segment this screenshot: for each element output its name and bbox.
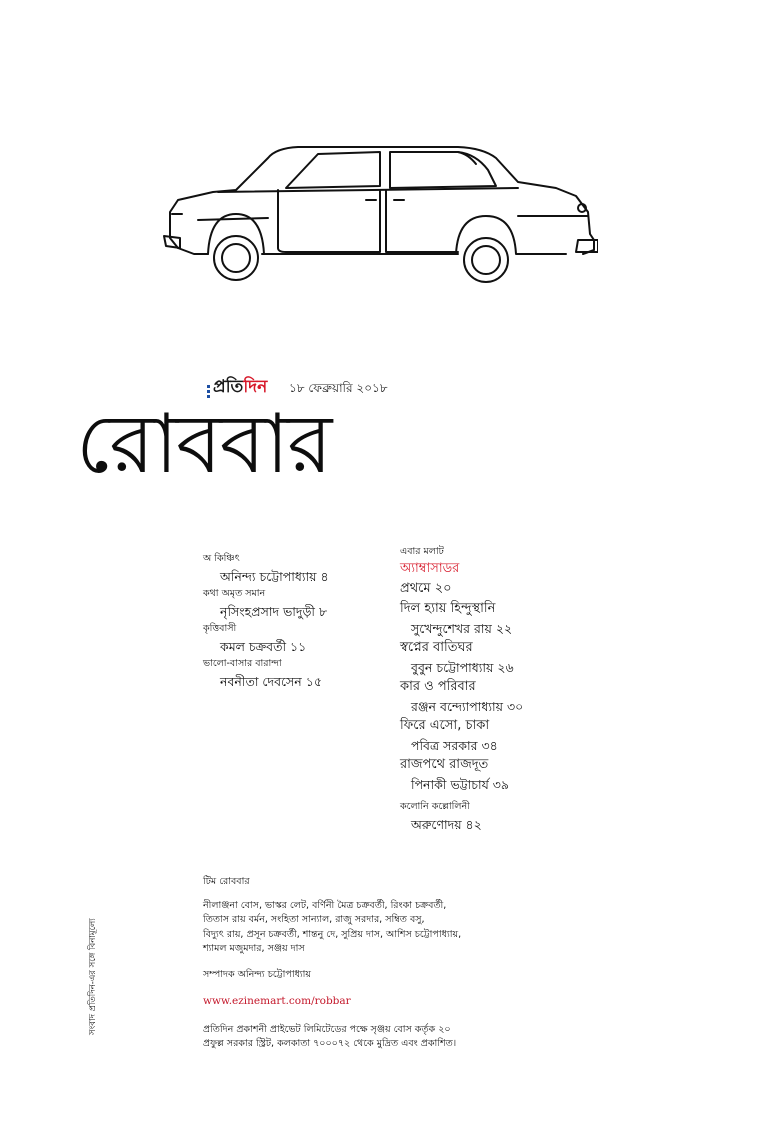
article-title: কার ও পরিবার [400,679,476,694]
article-title: প্রথমে ২০ [400,581,452,596]
contents-item [400,716,640,755]
contents-item [400,638,640,677]
publisher-line: প্রফুল্ল সরকার স্ট্রিট, কলকাতা ৭০০০৭২ থেকে মুদ্রিত এবং প্রকাশিত। [203,1038,457,1049]
team-label: টিম রোববার [203,876,250,887]
contents-item [400,800,640,836]
contents-item [203,552,393,587]
contents-item [203,622,393,657]
website-link[interactable]: www.ezinemart.com/robbar [203,995,351,1007]
author-page: পবিত্র সরকার ৩৪ [411,738,498,753]
author-page: রঞ্জন বন্দ্যোপাধ্যায় ৩০ [411,699,524,714]
section-name: কৃত্তিবাসী [203,623,237,634]
cover-story-label: এবার মলাট [400,546,444,557]
contents-item [400,677,640,716]
issue-date: ১৮ ফেব্রুয়ারি ২০১৮ [289,381,388,395]
author-page: অরুণোদয় ৪২ [411,817,482,832]
article-title: স্বপ্নের বাতিঘর [400,640,473,655]
credits-block [203,875,533,1052]
author-page: পিনাকী ভট্টাচার্য ৩৯ [411,777,510,792]
team-line: তিতাস রায় বর্মন, সংহিতা সান্যাল, রাজু সরদার, সম্বিত বসু, [203,914,425,925]
contents-item [203,657,393,692]
contents-item [400,579,640,599]
cover-story-title: অ্যাম্বাসাডর [400,561,460,576]
section-name: কলোনি কল্লোলিনী [400,801,470,812]
team-line: শ্যামল মজুমদার, সঞ্জয় দাস [203,943,305,954]
contents-item [400,755,640,794]
magazine-title: রোববার [76,397,331,492]
section-name: কথা অমৃত সমান [203,588,266,599]
article-title: রাজপথে রাজদূত [400,757,489,772]
section-name: ভালো-বাসার বারান্দা [203,658,282,669]
author-page: সুখেন্দুশেখর রায় ২২ [411,621,513,636]
team-line: নীলাঞ্জনা বোস, ভাস্কর লেট, বর্ণিনী মৈত্র চক্রবর্তী, রিংকা চক্রবর্তী, [203,899,447,911]
publisher-line: প্রতিদিন প্রকাশনী প্রাইভেট লিমিটেডের পক্ষে সৃঞ্জয় বোস কর্তৃক ২০ [203,1023,451,1035]
author-page: নবনীতা দেবসেন ১৫ [220,674,322,689]
section-name: অ কিঞ্চিৎ [203,553,240,564]
author-page: নৃসিংহপ্রসাদ ভাদুড়ী ৮ [220,604,328,619]
contents-item [203,587,393,622]
article-title: দিল হ্যায় হিন্দুস্থানি [400,601,496,616]
brand-name-part1: প্রতি [213,377,244,397]
contents-item [400,599,640,638]
article-title: ফিরে এসো, চাকা [400,718,490,733]
author-page: অনিন্দ্য চট্টোপাধ্যায় ৪ [220,569,329,584]
side-note-text: সংবাদ প্রতিদিন-এর সঙ্গে বিনামূল্যে [88,918,98,1035]
editor-credit: সম্পাদক অনিন্দ্য চট্টোপাধ্যায় [203,968,312,980]
contents-left-column [203,552,393,692]
brand-name-part2: দিন [243,377,268,397]
team-line: বিদ্যুৎ রায়, প্রসূন চক্রবর্তী, শান্তনু দে, সুপ্রিয় দাস, আশিস চট্টোপাধ্যায়, [203,928,462,940]
contents-right-column [400,545,640,836]
author-page: কমল চক্রবর্তী ১১ [220,639,307,654]
author-page: বুবুন চট্টোপাধ্যায় ২৬ [411,660,514,675]
ambassador-car-illustration [158,130,598,290]
